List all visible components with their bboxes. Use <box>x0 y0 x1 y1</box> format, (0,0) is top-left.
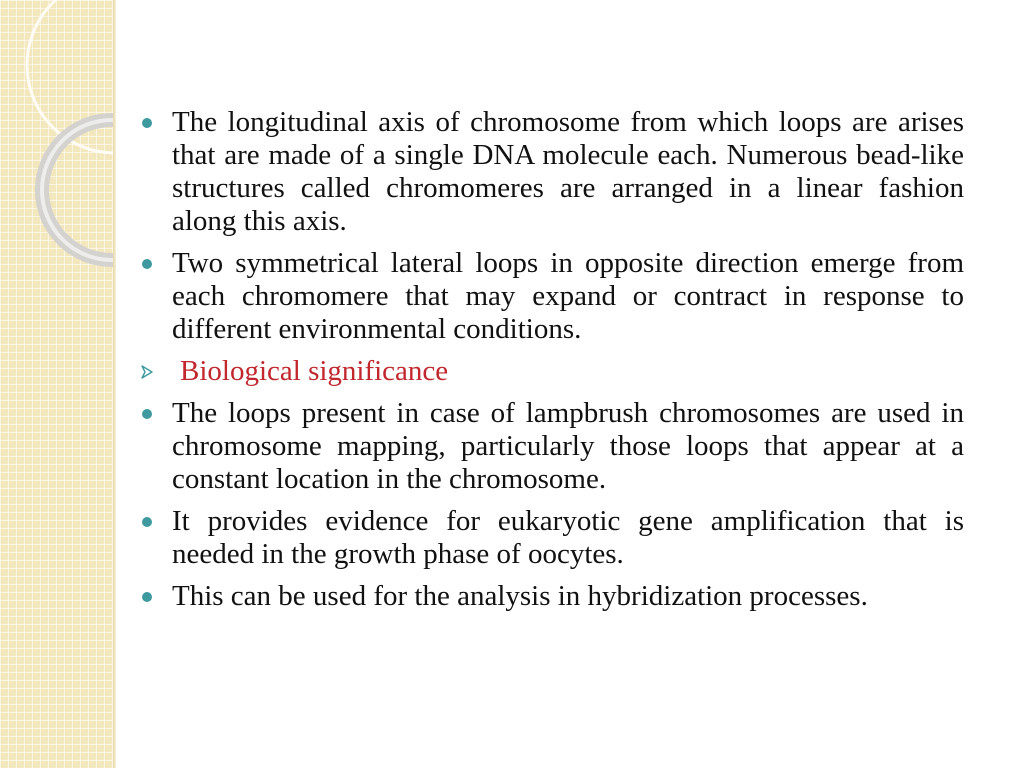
decorative-sidebar <box>0 0 113 768</box>
decorative-rings <box>0 0 113 300</box>
bullet-text: This can be used for the analysis in hybridization processes. <box>172 580 868 612</box>
bullet-text: The longitudinal axis of chromosome from which loops are arises that are made of a single DNA molecule each. Numerous bead-like structures called chromomeres are arranged in a linear fashion along this axis. <box>172 106 964 237</box>
bullet-item-lateral-loops <box>138 247 964 346</box>
dot-bullet-icon <box>142 118 152 128</box>
bullet-text: Two symmetrical lateral loops in opposite direction emerge from each chromomere that may expand or contract in response to different environmental conditions. <box>172 247 964 345</box>
bullet-item-gene-amplification <box>138 505 964 571</box>
section-heading <box>138 355 964 388</box>
dot-bullet-icon <box>142 409 152 419</box>
dot-bullet-icon <box>142 517 152 527</box>
bullet-text: The loops present in case of lampbrush chromosomes are used in chromosome mapping, particularly those loops that appear at a constant location in the chromosome. <box>172 397 964 495</box>
heading-text: Biological significance <box>180 355 449 387</box>
dot-bullet-icon <box>142 592 152 602</box>
bullet-item-longitudinal-axis <box>138 106 964 238</box>
bullet-item-chromosome-mapping <box>138 397 964 496</box>
ring-thick <box>42 120 113 260</box>
dot-bullet-icon <box>142 259 152 269</box>
arrow-bullet-icon <box>140 365 154 379</box>
slide-content <box>138 106 964 622</box>
bullet-item-hybridization <box>138 580 964 613</box>
bullet-text: It provides evidence for eukaryotic gene amplification that is needed in the growth phase of oocytes. <box>172 505 964 570</box>
sidebar-divider <box>113 0 116 768</box>
